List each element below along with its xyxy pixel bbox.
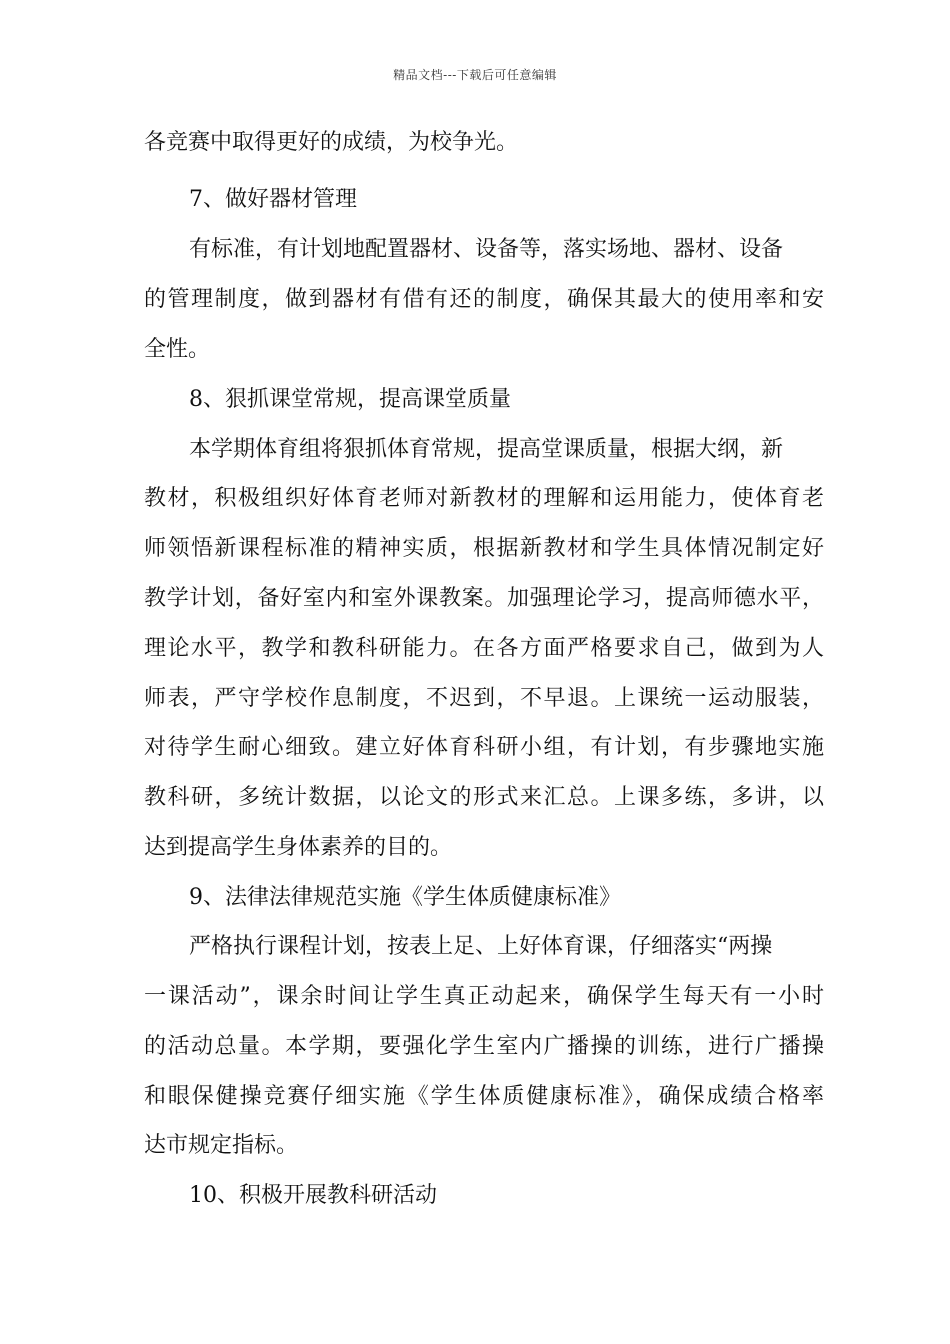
text-line: 有标准，有计划地配置器材、设备等，落实场地、器材、设备 [189, 237, 784, 262]
text-line: 教科研，多统计数据，以论文的形式来汇总。上课多练，多讲，以 [144, 785, 824, 810]
section-heading-7: 7、做好器材管理 [189, 187, 357, 212]
text-line: 一课活动”，课余时间让学生真正动起来，确保学生每天有一小时 [144, 984, 824, 1009]
text-line: 严格执行课程计划，按表上足、上好体育课，仔细落实“两操 [189, 934, 773, 959]
text-line: 本学期体育组将狠抓体育常规，提高堂课质量，根据大纲，新 [189, 437, 784, 462]
text-line: 的活动总量。本学期，要强化学生室内广播操的训练，进行广播操 [144, 1034, 824, 1059]
text-line: 达到提高学生身体素养的目的。 [144, 835, 453, 860]
text-line: 师领悟新课程标准的精神实质，根据新教材和学生具体情况制定好 [144, 536, 824, 561]
page-header: 精品文档---下载后可任意编辑 [393, 68, 557, 82]
text-line: 达市规定指标。 [144, 1133, 299, 1158]
text-line: 理论水平，教学和教科研能力。在各方面严格要求自己，做到为人 [144, 636, 824, 661]
text-line: 的管理制度，做到器材有借有还的制度，确保其最大的使用率和安 [144, 287, 824, 312]
text-line: 师表，严守学校作息制度，不迟到，不早退。上课统一运动服装， [144, 686, 824, 711]
text-line: 和眼保健操竞赛仔细实施《学生体质健康标准》，确保成绩合格率 [144, 1084, 824, 1109]
section-heading-8: 8、狠抓课堂常规，提高课堂质量 [189, 387, 511, 412]
text-line: 全性。 [144, 337, 211, 362]
text-line: 各竞赛中取得更好的成绩，为校争光。 [144, 130, 519, 155]
section-heading-10: 10、积极开展教科研活动 [189, 1183, 437, 1208]
text-line: 对待学生耐心细致。建立好体育科研小组，有计划，有步骤地实施 [144, 735, 824, 760]
section-heading-9: 9、法律法律规范实施《学生体质健康标准》 [189, 885, 621, 910]
text-line: 教材，积极组织好体育老师对新教材的理解和运用能力，使体育老 [144, 486, 824, 511]
text-line: 教学计划，备好室内和室外课教案。加强理论学习，提高师德水平， [144, 586, 824, 611]
